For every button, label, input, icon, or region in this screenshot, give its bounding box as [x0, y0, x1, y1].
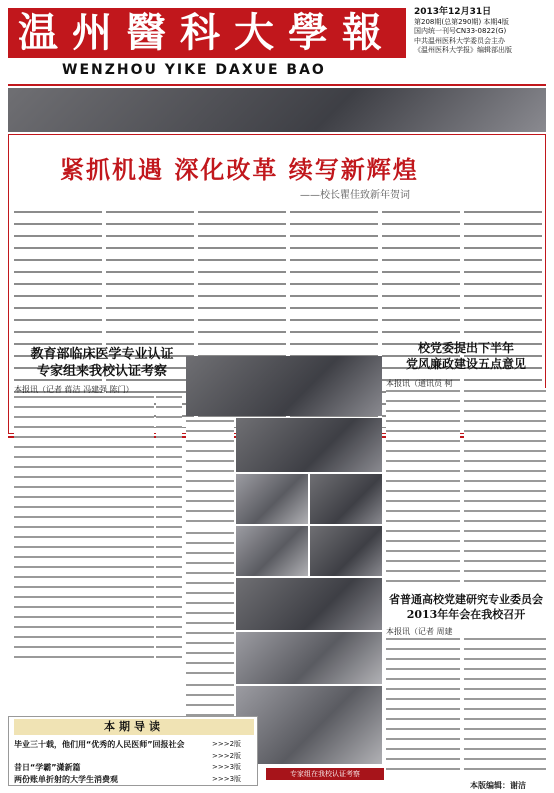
article2-photo-6	[310, 526, 382, 576]
guide-item-3[interactable]: 昔日“学霸”潇新篇	[14, 763, 81, 772]
article4-text-col2	[464, 636, 546, 772]
guide-item-4[interactable]: 两份账单折射的大学生消费观	[14, 775, 118, 784]
masthead-rule	[8, 84, 546, 86]
masthead	[8, 8, 406, 58]
article2-text-col3	[186, 418, 234, 528]
article2-text-col4	[186, 530, 234, 680]
article2-photo-2	[236, 418, 382, 472]
article2-photo-1	[186, 356, 382, 416]
article2-byline: 本报讯（记者 蒋洁 冯建强 陈门）	[14, 385, 134, 394]
issue-cn: 国内统一刊号CN33-0822(G)	[414, 27, 507, 35]
masthead-pinyin: WENZHOU YIKE DAXUE BAO	[62, 62, 326, 78]
masthead-title: 温州醫科大學報	[18, 9, 396, 56]
guide-item-4-page: >>>3版	[212, 775, 242, 783]
article2-title	[14, 346, 190, 380]
article2-text	[14, 394, 154, 664]
issue-info	[414, 8, 550, 56]
article2-title-line2: 专家组来我校认证考察	[36, 364, 167, 379]
photo-strip	[8, 88, 546, 132]
issue-date: 2013年12月31日	[414, 7, 492, 17]
article2-photo-3	[236, 474, 308, 524]
guide-item-2-page: >>>2版	[212, 752, 242, 760]
guide-item-1-page: >>>2版	[212, 740, 242, 748]
issue-editor: 《温州医科大学报》编辑部出版	[414, 46, 512, 54]
lead-headline: 紧抓机遇 深化改革 续写新辉煌	[60, 155, 419, 184]
article2-photo-8	[236, 632, 382, 684]
article4-title	[386, 592, 546, 622]
lead-subhead: ——校长瞿佳致新年贺词	[300, 190, 410, 201]
article2-photo-7	[236, 578, 382, 630]
article2-text-col2	[156, 394, 182, 664]
article2-photo-5	[236, 526, 308, 576]
article3-title	[386, 340, 546, 372]
article4-text-col1	[386, 636, 460, 772]
guide-item-3-page: >>>3版	[212, 763, 242, 771]
article3-text-col1	[386, 388, 460, 588]
article3-title-line1: 校党委提出下半年	[417, 341, 514, 355]
article4-title-line2: 2013年年会在我校召开	[406, 608, 526, 621]
article2-caption: 专家组在我校认证考察	[266, 768, 384, 780]
article4-title-line1: 省普通高校党建研究专业委员会	[389, 593, 543, 606]
article3-text-col2	[464, 388, 546, 588]
page-editor: 本版编辑：谢洁	[470, 781, 526, 790]
article3-byline: 本报讯（通讯员 柯	[386, 379, 453, 388]
guide-item-1[interactable]: 毕业三十载，他们用“优秀的人民医师”回报社会	[14, 740, 185, 749]
article2-photo-4	[310, 474, 382, 524]
reading-guide-title: 本期导读	[14, 719, 254, 735]
article4-byline: 本报讯（记者 周建	[386, 627, 453, 636]
article3-title-line2: 党风廉政建设五点意见	[405, 357, 526, 371]
issue-number: 第208期(总第290期) 本期4版	[414, 17, 509, 26]
article2-title-line1: 教育部临床医学专业认证	[30, 347, 174, 362]
issue-publisher: 中共温州医科大学委员会主办	[414, 36, 505, 45]
